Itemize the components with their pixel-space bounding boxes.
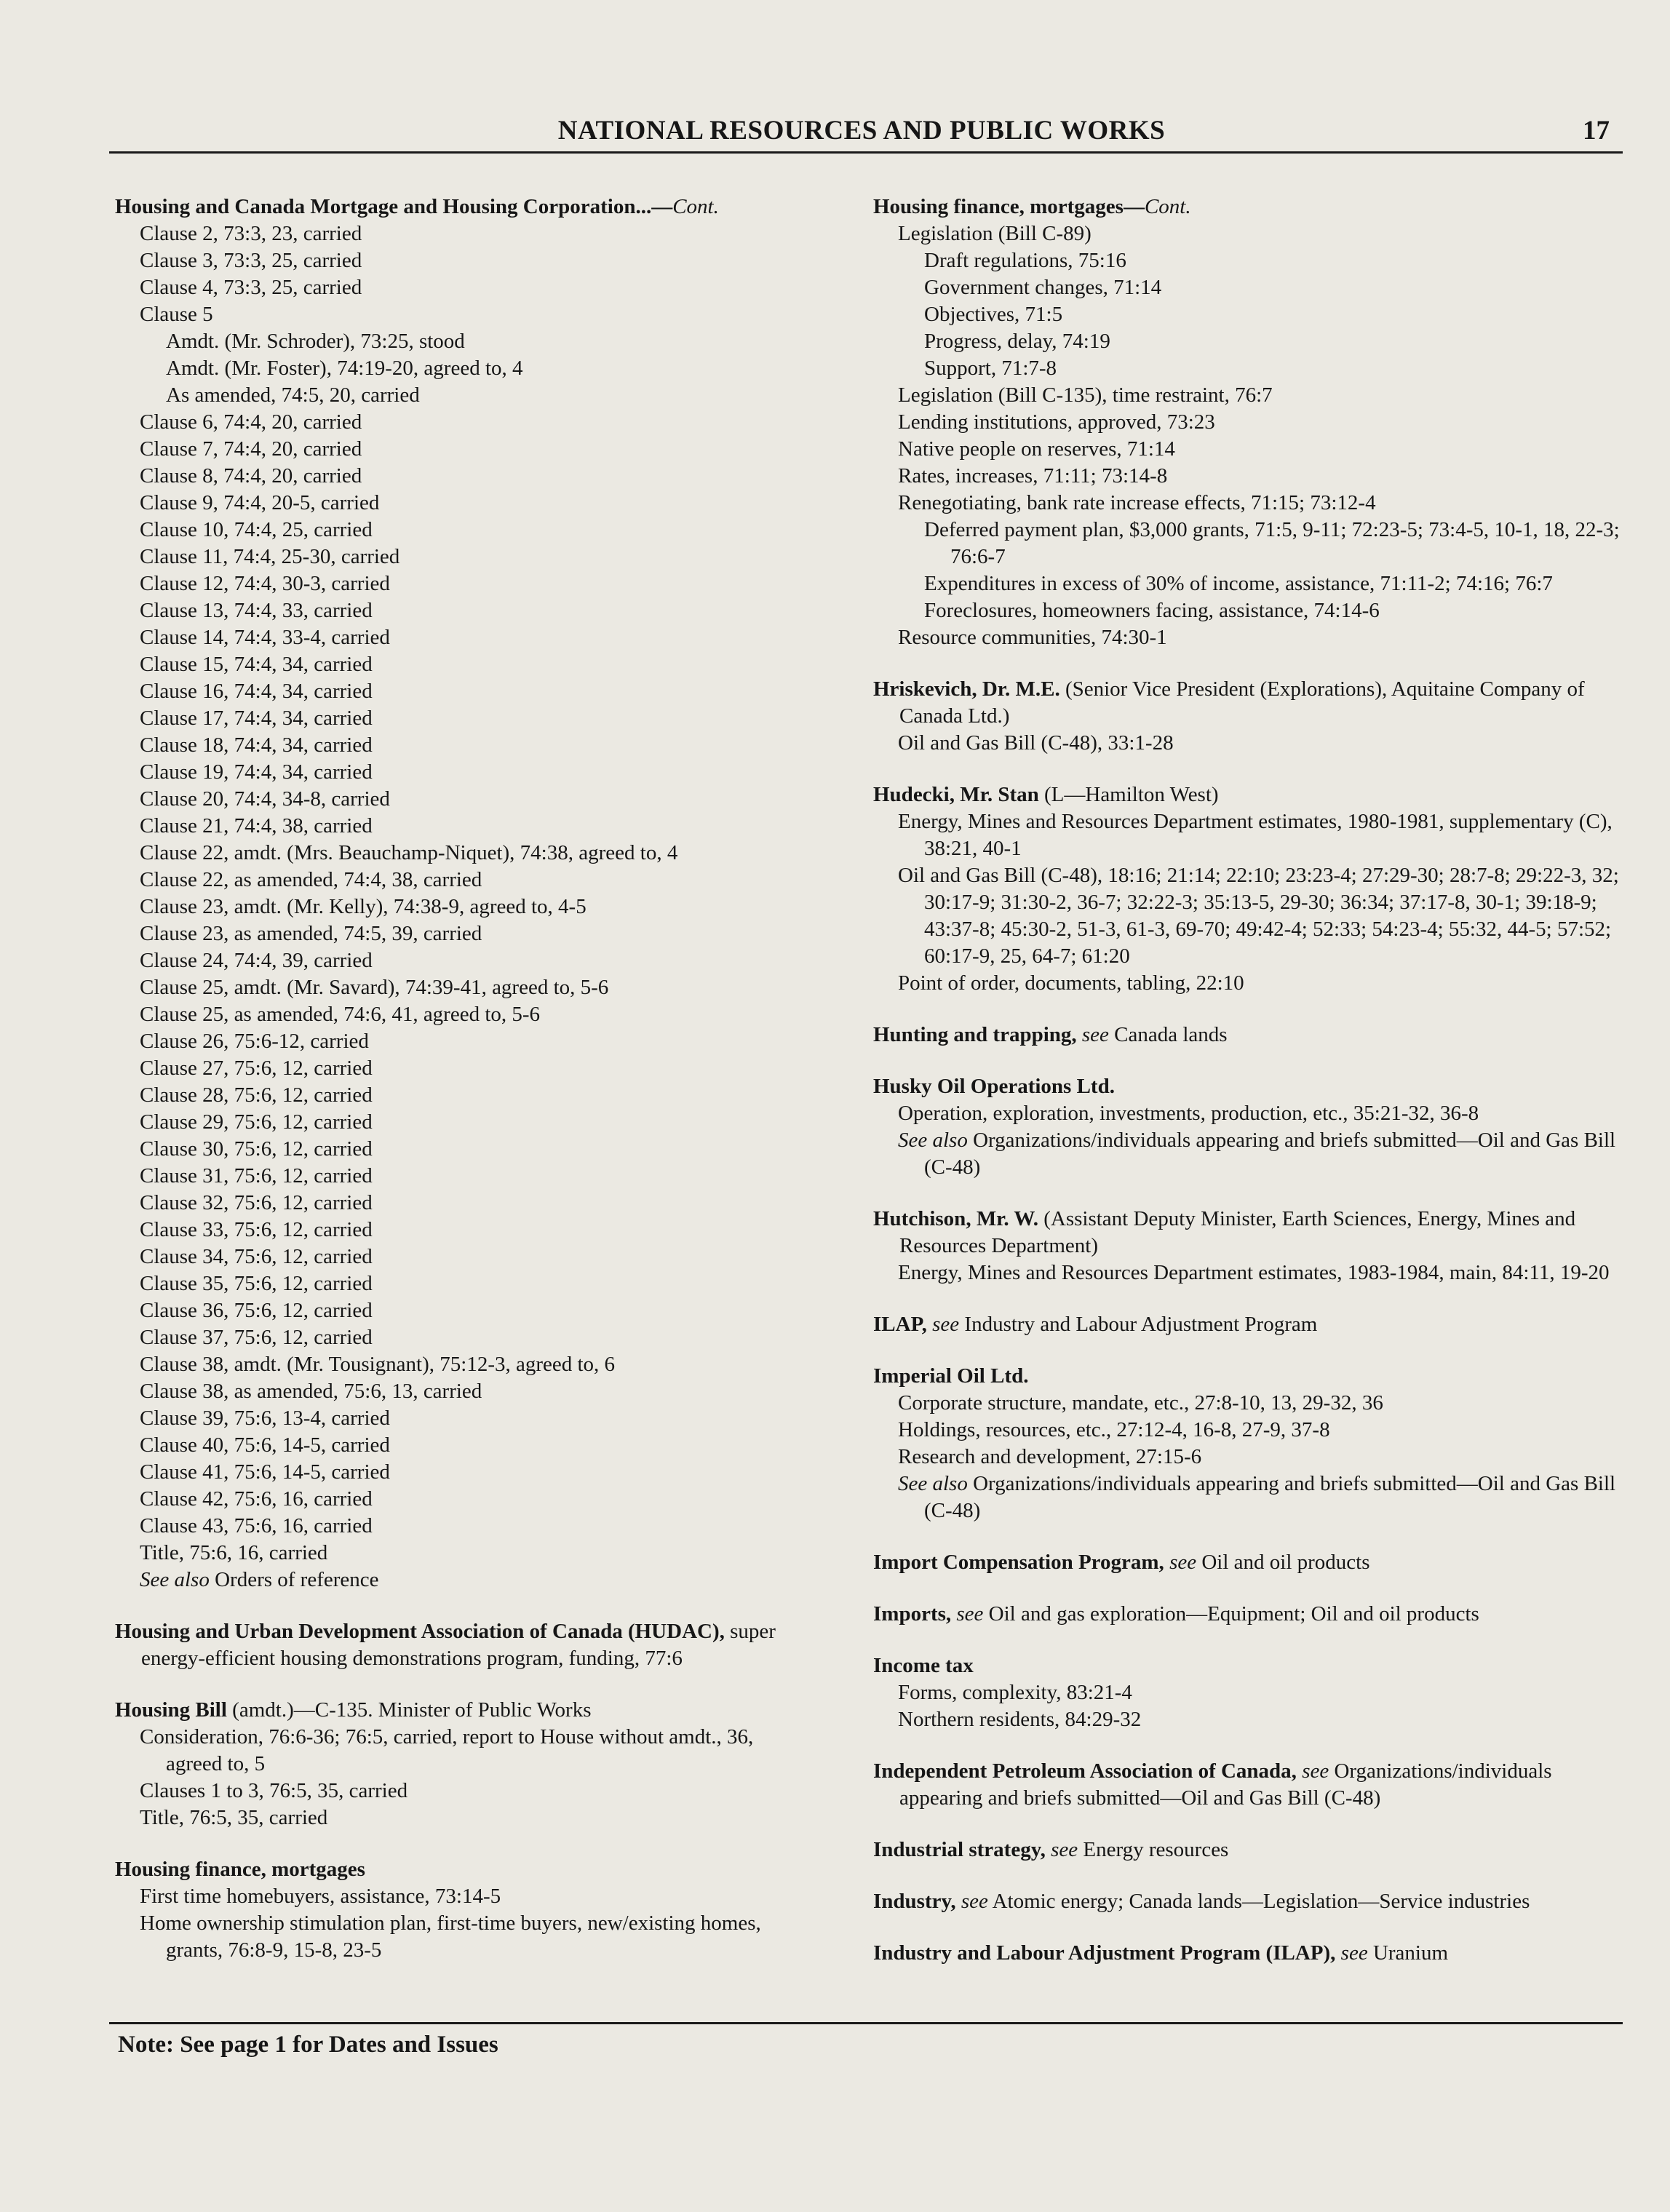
subentry: Clause 25, amdt. (Mr. Savard), 74:39-41, agreed to, 5-6 xyxy=(140,976,609,999)
subentry: Clause 21, 74:4, 38, carried xyxy=(140,814,373,838)
subentry: Clauses 1 to 3, 76:5, 35, carried xyxy=(140,1779,408,1802)
entry-heading: Imports, see Oil and gas exploration—Equipment; Oil and oil products xyxy=(873,1602,1479,1626)
see-also-reference: See also Organizations/individuals appearing and briefs submitted—Oil and Gas Bill (C-48) xyxy=(898,1472,1616,1522)
subentry: Government changes, 71:14 xyxy=(924,276,1162,299)
entry-heading: Industry, see Atomic energy; Canada lands—Legislation—Service industries xyxy=(873,1890,1530,1913)
subentry: Clause 29, 75:6, 12, carried xyxy=(140,1110,373,1134)
footer-rule xyxy=(109,2022,1623,2024)
subentry: Clause 23, as amended, 74:5, 39, carried xyxy=(140,922,482,945)
subentry: Progress, delay, 74:19 xyxy=(924,330,1110,353)
subentry: Draft regulations, 75:16 xyxy=(924,249,1126,272)
subentry: Legislation (Bill C-135), time restraint, 76:7 xyxy=(898,383,1273,407)
index-entry xyxy=(115,194,814,1594)
subentry: Operation, exploration, investments, production, etc., 35:21-32, 36-8 xyxy=(898,1102,1479,1125)
subentry: Energy, Mines and Resources Department estimates, 1983-1984, main, 84:11, 19-20 xyxy=(898,1261,1610,1284)
subentry: Title, 76:5, 35, carried xyxy=(140,1806,328,1829)
subentry: Clause 23, amdt. (Mr. Kelly), 74:38-9, agreed to, 4-5 xyxy=(140,895,587,918)
entry-heading: Hutchison, Mr. W. (Assistant Deputy Minister, Earth Sciences, Energy, Mines and Resources Department) xyxy=(873,1207,1576,1257)
index-entry xyxy=(115,1697,814,1831)
subentry: Rates, increases, 71:11; 73:14-8 xyxy=(898,464,1168,488)
subentry: Native people on reserves, 71:14 xyxy=(898,437,1175,461)
subentry: Forms, complexity, 83:21-4 xyxy=(898,1681,1132,1704)
subentry: Energy, Mines and Resources Department estimates, 1980-1981, supplementary (C), 38:21, 40-1 xyxy=(898,810,1613,860)
subentry: Consideration, 76:6-36; 76:5, carried, report to House without amdt., 36, agreed to, 5 xyxy=(140,1725,754,1775)
entry-heading: Imperial Oil Ltd. xyxy=(873,1364,1029,1388)
index-entry xyxy=(873,1206,1623,1286)
subentry: Renegotiating, bank rate increase effects, 71:15; 73:12-4 xyxy=(898,491,1376,514)
subentry: Foreclosures, homeowners facing, assistance, 74:14-6 xyxy=(924,599,1380,622)
subentry: Objectives, 71:5 xyxy=(924,303,1063,326)
subentry: Corporate structure, mandate, etc., 27:8-10, 13, 29-32, 36 xyxy=(898,1391,1383,1415)
index-entry xyxy=(873,1363,1623,1524)
index-column-right xyxy=(873,194,1623,1967)
subentry: Clause 24, 74:4, 39, carried xyxy=(140,949,373,972)
subentry: Amdt. (Mr. Schroder), 73:25, stood xyxy=(166,330,465,353)
subentry: Clause 40, 75:6, 14-5, carried xyxy=(140,1433,390,1457)
entry-heading: Import Compensation Program, see Oil and oil products xyxy=(873,1551,1370,1574)
subentry: Clause 38, as amended, 75:6, 13, carried xyxy=(140,1380,482,1403)
subentry: First time homebuyers, assistance, 73:14-5 xyxy=(140,1885,501,1908)
subentry: Amdt. (Mr. Foster), 74:19-20, agreed to, 4 xyxy=(166,357,523,380)
subentry: Title, 75:6, 16, carried xyxy=(140,1541,328,1564)
subentry: Clause 26, 75:6-12, carried xyxy=(140,1030,369,1053)
subentry: Clause 22, as amended, 74:4, 38, carried xyxy=(140,868,482,891)
index-entry xyxy=(873,1758,1623,1812)
subentry: Clause 42, 75:6, 16, carried xyxy=(140,1487,373,1511)
subentry: Research and development, 27:15-6 xyxy=(898,1445,1202,1468)
subentry: Clause 19, 74:4, 34, carried xyxy=(140,760,373,784)
subentry: Clause 5 xyxy=(140,303,213,326)
entry-heading: Housing and Canada Mortgage and Housing Corporation...—Cont. xyxy=(115,195,719,218)
index-entry xyxy=(873,1940,1623,1967)
entry-heading: Housing and Urban Development Association of Canada (HUDAC), super energy-efficient housing demonstrations program, funding, 77:6 xyxy=(115,1620,776,1670)
continued-marker: Cont. xyxy=(1144,195,1191,218)
entry-heading: Housing Bill (amdt.)—C-135. Minister of Public Works xyxy=(115,1698,592,1722)
index-entry xyxy=(873,1549,1623,1576)
index-entry xyxy=(873,1888,1623,1915)
index-entry xyxy=(115,1618,814,1672)
subentry: Clause 7, 74:4, 20, carried xyxy=(140,437,362,461)
see-also-reference: See also Organizations/individuals appearing and briefs submitted—Oil and Gas Bill (C-48) xyxy=(898,1129,1616,1179)
header-rule xyxy=(109,151,1623,154)
footer-note: Note: See page 1 for Dates and Issues xyxy=(118,2032,498,2058)
page-number: 17 xyxy=(1583,116,1610,146)
subentry: Clause 30, 75:6, 12, carried xyxy=(140,1137,373,1161)
subentry: Clause 4, 73:3, 25, carried xyxy=(140,276,362,299)
index-entry xyxy=(873,1022,1623,1049)
index-entry xyxy=(873,1837,1623,1863)
subentry: Clause 35, 75:6, 12, carried xyxy=(140,1272,373,1295)
subentry: Lending institutions, approved, 73:23 xyxy=(898,410,1215,434)
subentry: Clause 2, 73:3, 23, carried xyxy=(140,222,362,245)
page-header xyxy=(109,115,1614,153)
subentry: Clause 15, 74:4, 34, carried xyxy=(140,653,373,676)
subentry: Clause 20, 74:4, 34-8, carried xyxy=(140,787,390,811)
subentry: Clause 22, amdt. (Mrs. Beauchamp-Niquet), 74:38, agreed to, 4 xyxy=(140,841,678,864)
subentry: Clause 25, as amended, 74:6, 41, agreed to, 5-6 xyxy=(140,1003,541,1026)
entry-heading: Hriskevich, Dr. M.E. (Senior Vice President (Explorations), Aquitaine Company of Canada Ltd.) xyxy=(873,677,1585,728)
subentry: Point of order, documents, tabling, 22:10 xyxy=(898,971,1244,995)
subentry: As amended, 74:5, 20, carried xyxy=(166,383,420,407)
subentry: Clause 12, 74:4, 30-3, carried xyxy=(140,572,390,595)
subentry: Deferred payment plan, $3,000 grants, 71:5, 9-11; 72:23-5; 73:4-5, 10-1, 18, 22-3; 76:6-7 xyxy=(924,518,1620,568)
subentry: Clause 33, 75:6, 12, carried xyxy=(140,1218,373,1241)
subentry: Clause 43, 75:6, 16, carried xyxy=(140,1514,373,1537)
index-entry xyxy=(873,1652,1623,1733)
subentry: Clause 11, 74:4, 25-30, carried xyxy=(140,545,400,568)
index-entry xyxy=(873,194,1623,651)
subentry: Clause 38, amdt. (Mr. Tousignant), 75:12-3, agreed to, 6 xyxy=(140,1353,616,1376)
entry-heading: Industry and Labour Adjustment Program (ILAP), see Uranium xyxy=(873,1941,1449,1965)
subentry: Clause 32, 75:6, 12, carried xyxy=(140,1191,373,1214)
subentry: Clause 6, 74:4, 20, carried xyxy=(140,410,362,434)
subentry: Clause 41, 75:6, 14-5, carried xyxy=(140,1460,390,1484)
subentry: Oil and Gas Bill (C-48), 18:16; 21:14; 22:10; 23:23-4; 27:29-30; 28:7-8; 29:22-3, 32; 30:17-9; 31:30-2, 36-7; 32:22-3; 35:13-5, 29-30; 36:34; 37:17-8, 30-1; 39:18-9; 43:37-8; 45:30-2, 51-3, 61-3, 69-70; 49:42-4; 52:33; 54:23-4; 55:32, 44-5; 57:52; 60:17-9, 25, 64-7; 61:20 xyxy=(898,864,1619,968)
entry-heading: Housing finance, mortgages xyxy=(115,1858,365,1881)
subentry: Clause 36, 75:6, 12, carried xyxy=(140,1299,373,1322)
continued-marker: Cont. xyxy=(672,195,719,218)
subentry: Oil and Gas Bill (C-48), 33:1-28 xyxy=(898,731,1174,755)
entry-heading: Income tax xyxy=(873,1654,974,1677)
subentry: Clause 28, 75:6, 12, carried xyxy=(140,1083,373,1107)
index-entry xyxy=(873,781,1623,997)
subentry: Clause 18, 74:4, 34, carried xyxy=(140,733,373,757)
subentry: Northern residents, 84:29-32 xyxy=(898,1708,1142,1731)
subentry: Expenditures in excess of 30% of income, assistance, 71:11-2; 74:16; 76:7 xyxy=(924,572,1553,595)
subentry: Resource communities, 74:30-1 xyxy=(898,626,1167,649)
index-entry xyxy=(873,1601,1623,1628)
subentry: Home ownership stimulation plan, first-time buyers, new/existing homes, grants, 76:8-9, 15-8, 23-5 xyxy=(140,1911,761,1962)
subentry: Clause 9, 74:4, 20-5, carried xyxy=(140,491,380,514)
subentry: Support, 71:7-8 xyxy=(924,357,1057,380)
subentry: Clause 34, 75:6, 12, carried xyxy=(140,1245,373,1268)
subentry: Clause 3, 73:3, 25, carried xyxy=(140,249,362,272)
entry-heading: Hudecki, Mr. Stan (L—Hamilton West) xyxy=(873,783,1219,806)
index-entry xyxy=(873,1311,1623,1338)
subentry: Clause 37, 75:6, 12, carried xyxy=(140,1326,373,1349)
subentry: Clause 8, 74:4, 20, carried xyxy=(140,464,362,488)
index-column-left xyxy=(115,194,814,1964)
index-entry xyxy=(873,676,1623,757)
subentry: Clause 16, 74:4, 34, carried xyxy=(140,680,373,703)
entry-heading: Industrial strategy, see Energy resources xyxy=(873,1838,1229,1861)
index-entry xyxy=(115,1856,814,1964)
entry-heading: ILAP, see Industry and Labour Adjustment Program xyxy=(873,1313,1318,1336)
index-entry xyxy=(873,1073,1623,1181)
subentry: Legislation (Bill C-89) xyxy=(898,222,1092,245)
entry-heading: Husky Oil Operations Ltd. xyxy=(873,1075,1115,1098)
subentry: Clause 39, 75:6, 13-4, carried xyxy=(140,1407,390,1430)
subentry: Clause 17, 74:4, 34, carried xyxy=(140,707,373,730)
page-title: NATIONAL RESOURCES AND PUBLIC WORKS xyxy=(557,116,1166,146)
subentry: Clause 31, 75:6, 12, carried xyxy=(140,1164,373,1187)
subentry: Clause 13, 74:4, 33, carried xyxy=(140,599,373,622)
subentry: Holdings, resources, etc., 27:12-4, 16-8, 27-9, 37-8 xyxy=(898,1418,1330,1441)
subentry: Clause 27, 75:6, 12, carried xyxy=(140,1057,373,1080)
subentry: Clause 14, 74:4, 33-4, carried xyxy=(140,626,390,649)
entry-heading: Housing finance, mortgages—Cont. xyxy=(873,195,1191,218)
entry-heading: Independent Petroleum Association of Canada, see Organizations/individuals appearing and briefs submitted—Oil and Gas Bill (C-48) xyxy=(873,1759,1552,1810)
subentry: Clause 10, 74:4, 25, carried xyxy=(140,518,373,541)
entry-heading: Hunting and trapping, see Canada lands xyxy=(873,1023,1228,1046)
see-also-reference: See also Orders of reference xyxy=(140,1568,379,1591)
